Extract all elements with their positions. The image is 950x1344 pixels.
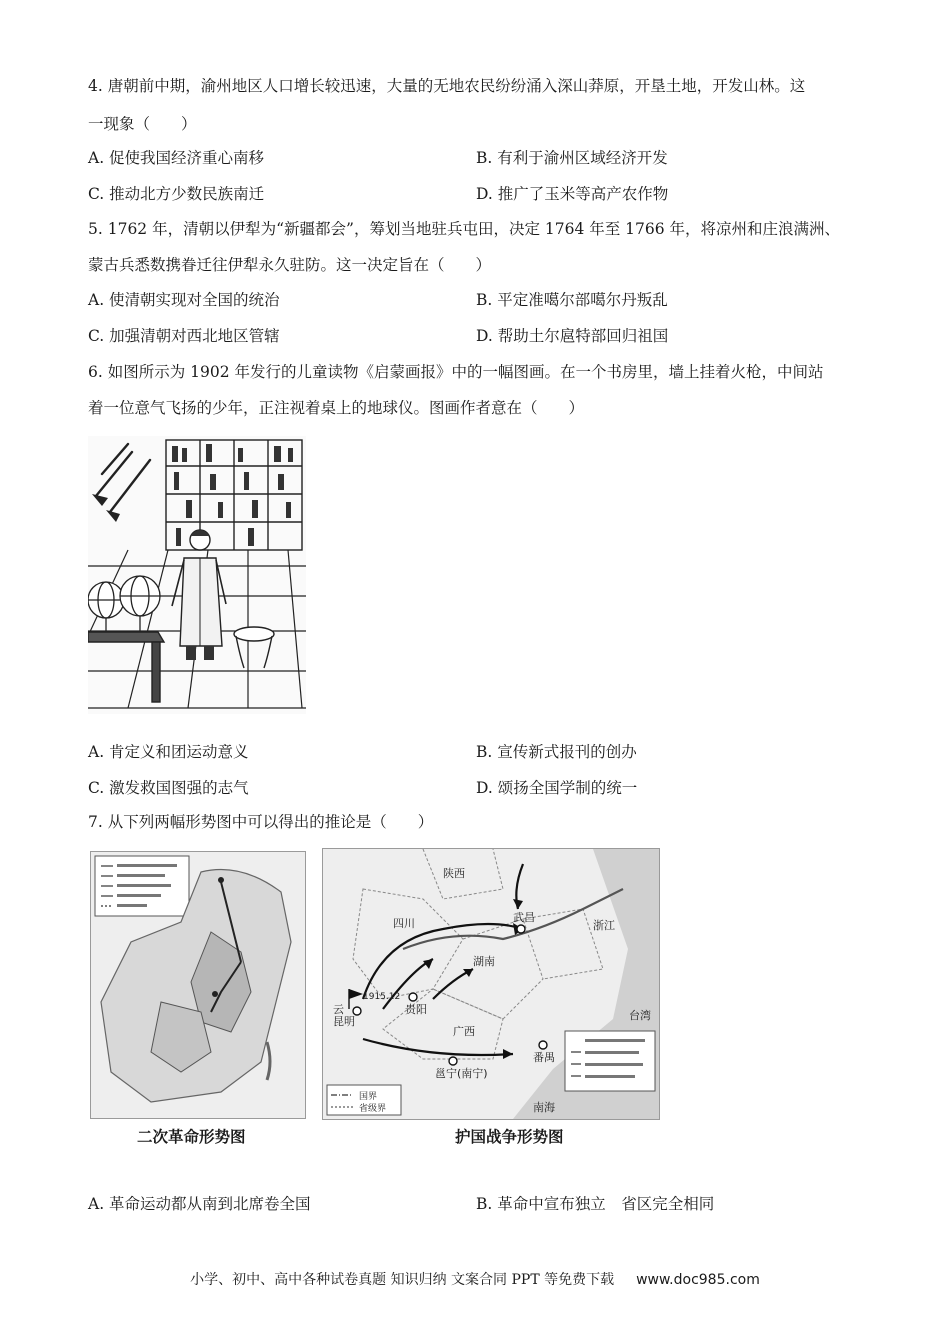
map2-label-yun: 云 (333, 1003, 344, 1016)
q4-option-a[interactable]: A. 促使我国经济重心南移 (88, 149, 265, 167)
map2-label-panyu: 番禺 (533, 1051, 555, 1064)
second-revolution-map-drawing (91, 852, 305, 1118)
map2-label-zhejiang: 浙江 (593, 919, 615, 932)
map2-label-wuchang: 武昌 (513, 911, 535, 924)
q5-stem-line1: 5. 1762 年，清朝以伊犁为“新疆都会”，筹划当地驻兵屯田，决定 1764 年至 1766 年，将凉州和庄浪满洲、 (88, 220, 841, 238)
q6-option-d[interactable]: D. 颂扬全国学制的统一 (476, 779, 638, 797)
q6-option-c[interactable]: C. 激发救国图强的志气 (88, 779, 249, 797)
q6-option-a[interactable]: A. 肯定义和团运动意义 (88, 743, 249, 761)
q5-option-d[interactable]: D. 帮助土尔扈特部回归祖国 (476, 327, 669, 345)
page-footer (0, 1270, 950, 1290)
q7-option-a[interactable]: A. 革命运动都从南到北席卷全国 (88, 1195, 311, 1213)
map2-label-taiwan: 台湾 (629, 1009, 651, 1022)
q7-option-b[interactable]: B. 革命中宣布独立 省区完全相同 (476, 1195, 715, 1213)
q7-stem-line1: 7. 从下列两幅形势图中可以得出的推论是（ ） (88, 813, 434, 831)
q5-option-b[interactable]: B. 平定准噶尔部噶尔丹叛乱 (476, 291, 668, 309)
q5-option-c[interactable]: C. 加强清朝对西北地区管辖 (88, 327, 280, 345)
map2-label-nanhai: 南海 (533, 1101, 555, 1114)
footer-text: 小学、初中、高中各种试卷真题 知识归纳 文案合同 PPT 等免费下载 (190, 1272, 615, 1288)
q5-stem-line2: 蒙古兵悉数携眷迁往伊犁永久驻防。这一决定旨在（ ） (88, 256, 492, 274)
map2-label-guangxi: 广西 (453, 1025, 475, 1038)
map2-label-date: 1915.12 (363, 992, 401, 1002)
map2-caption: 护国战争形势图 (455, 1127, 564, 1146)
national-protection-war-map (322, 848, 660, 1120)
map2-label-guiyang: 贵阳 (405, 1003, 427, 1016)
q4-option-c[interactable]: C. 推动北方少数民族南迁 (88, 185, 265, 203)
q4-stem-line2: 一现象（ ） (88, 115, 197, 133)
second-revolution-map (90, 851, 306, 1119)
map2-label-shaanxi: 陕西 (443, 867, 465, 880)
map2-label-hunan: 湖南 (473, 955, 495, 968)
national-protection-war-map-drawing (323, 849, 659, 1119)
map2-label-sichuan: 四川 (393, 917, 415, 930)
study-room-illustration (88, 436, 306, 714)
q6-stem-line1: 6. 如图所示为 1902 年发行的儿童读物《启蒙画报》中的一幅图画。在一个书房里，墙上挂着火枪，中间站 (88, 363, 824, 381)
q6-option-b[interactable]: B. 宣传新式报刊的创办 (476, 743, 637, 761)
footer-url[interactable]: www.doc985.com (636, 1272, 760, 1288)
q4-stem-line1: 4. 唐朝前中期，渝州地区人口增长较迅速，大量的无地农民纷纷涌入深山莽原，开垦土地，开发山林。这 (88, 77, 806, 95)
q6-stem-line2: 着一位意气飞扬的少年，正注视着桌上的地球仪。图画作者意在（ ） (88, 399, 585, 417)
map2-label-nanning: 邕宁(南宁) (435, 1067, 488, 1080)
q4-option-b[interactable]: B. 有利于渝州区域经济开发 (476, 149, 668, 167)
map1-caption: 二次革命形势图 (137, 1127, 246, 1146)
map2-legend-sheng: 省级界 (359, 1104, 387, 1114)
map2-label-kunming: 昆明 (333, 1015, 355, 1028)
q5-option-a[interactable]: A. 使清朝实现对全国的统治 (88, 291, 280, 309)
q4-option-d[interactable]: D. 推广了玉米等高产农作物 (476, 185, 669, 203)
study-room-drawing (88, 436, 306, 714)
map2-legend-guo: 国界 (359, 1092, 378, 1102)
